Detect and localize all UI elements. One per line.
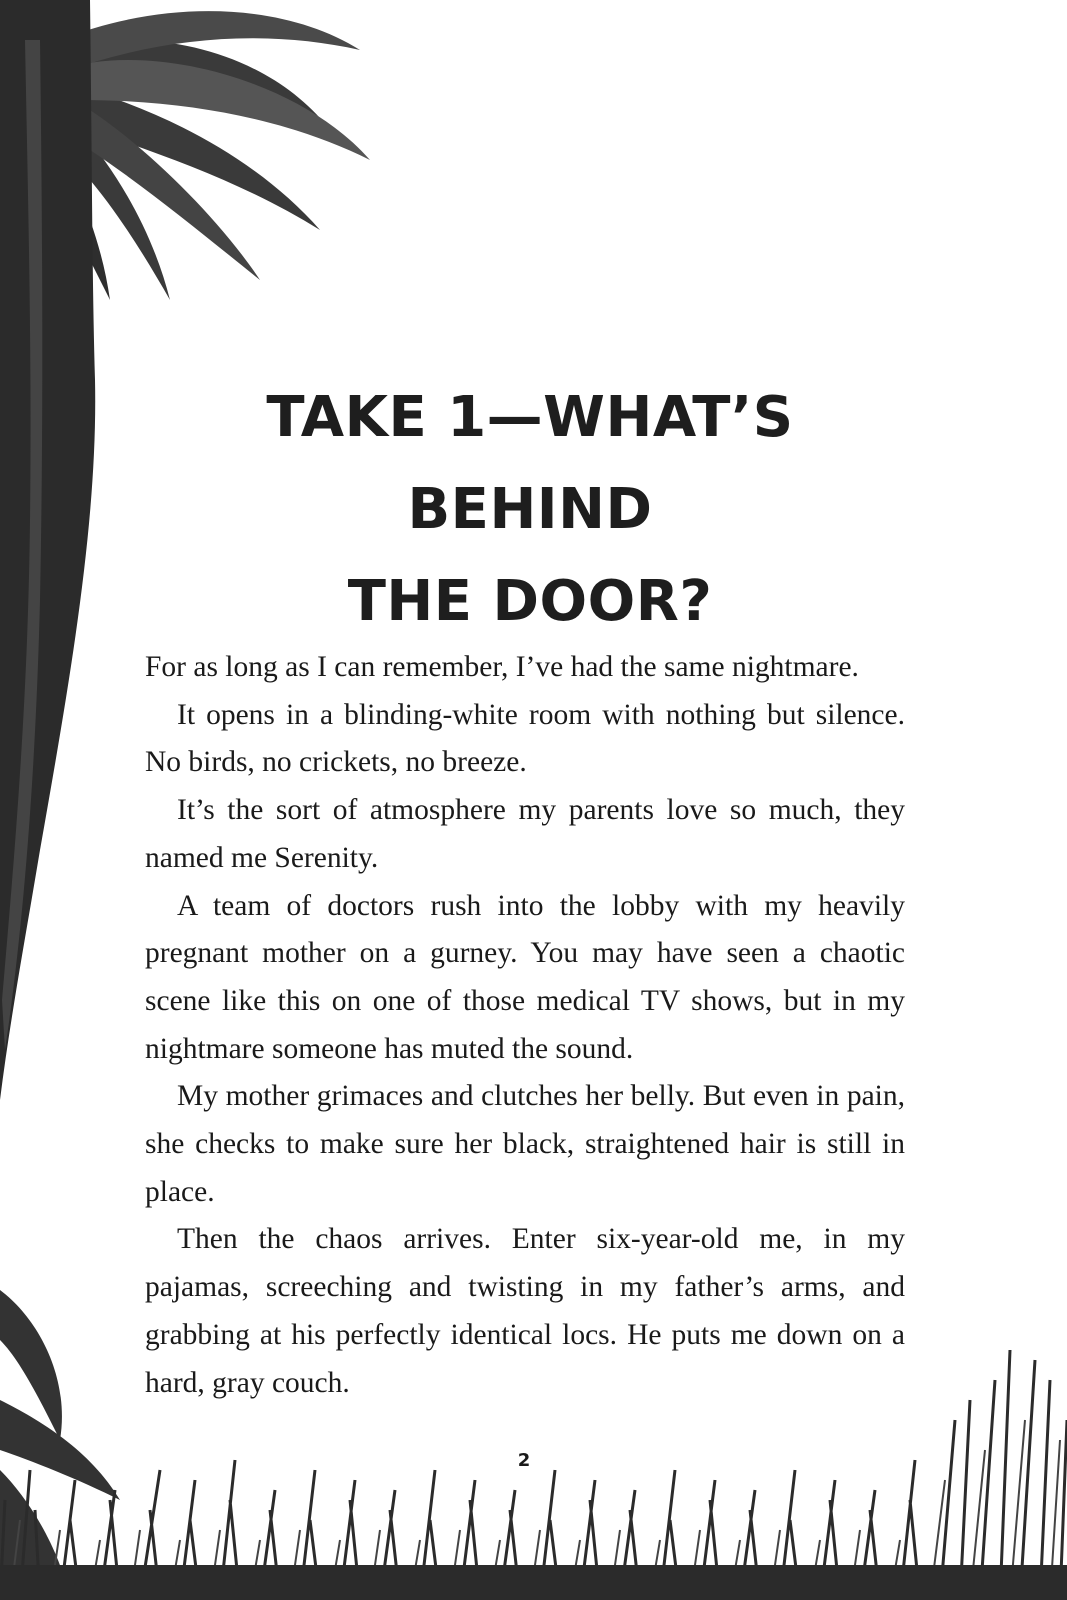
paragraph: For as long as I can remember, I’ve had the same nightmare. [145, 651, 859, 683]
paragraph: A team of doctors rush into the lobby with my heavily pregnant mother on a gurney. You may have seen a chaotic scene like this on one of those medical TV shows, but in my nightmare someone has muted the sound. [145, 889, 905, 1065]
paragraph: It’s the sort of atmosphere my parents love so much, they named me Serenity. [145, 794, 905, 874]
leaf-cluster [0, 1290, 120, 1600]
chapter-title-line-2: THE DOOR? [347, 569, 713, 634]
chapter-body [145, 644, 905, 1407]
page-number: 2 [517, 1450, 531, 1471]
paragraph: It opens in a blinding-white room with nothing but silence. No birds, no crickets, no breeze. [145, 698, 905, 779]
chapter-title-line-1: TAKE 1—WHAT’S BEHIND [266, 385, 794, 542]
chapter-title [170, 372, 890, 648]
paragraph: Then the chaos arrives. Enter six-year-old me, in my pajamas, screeching and twisting in my father’s arms, and grabbing at his perfectly identical locs. He puts me down on a hard, gray couch. [145, 1223, 905, 1399]
paragraph: My mother grimaces and clutches her belly. But even in pain, she checks to make sure her black, straightened hair is still in place. [145, 1080, 905, 1208]
